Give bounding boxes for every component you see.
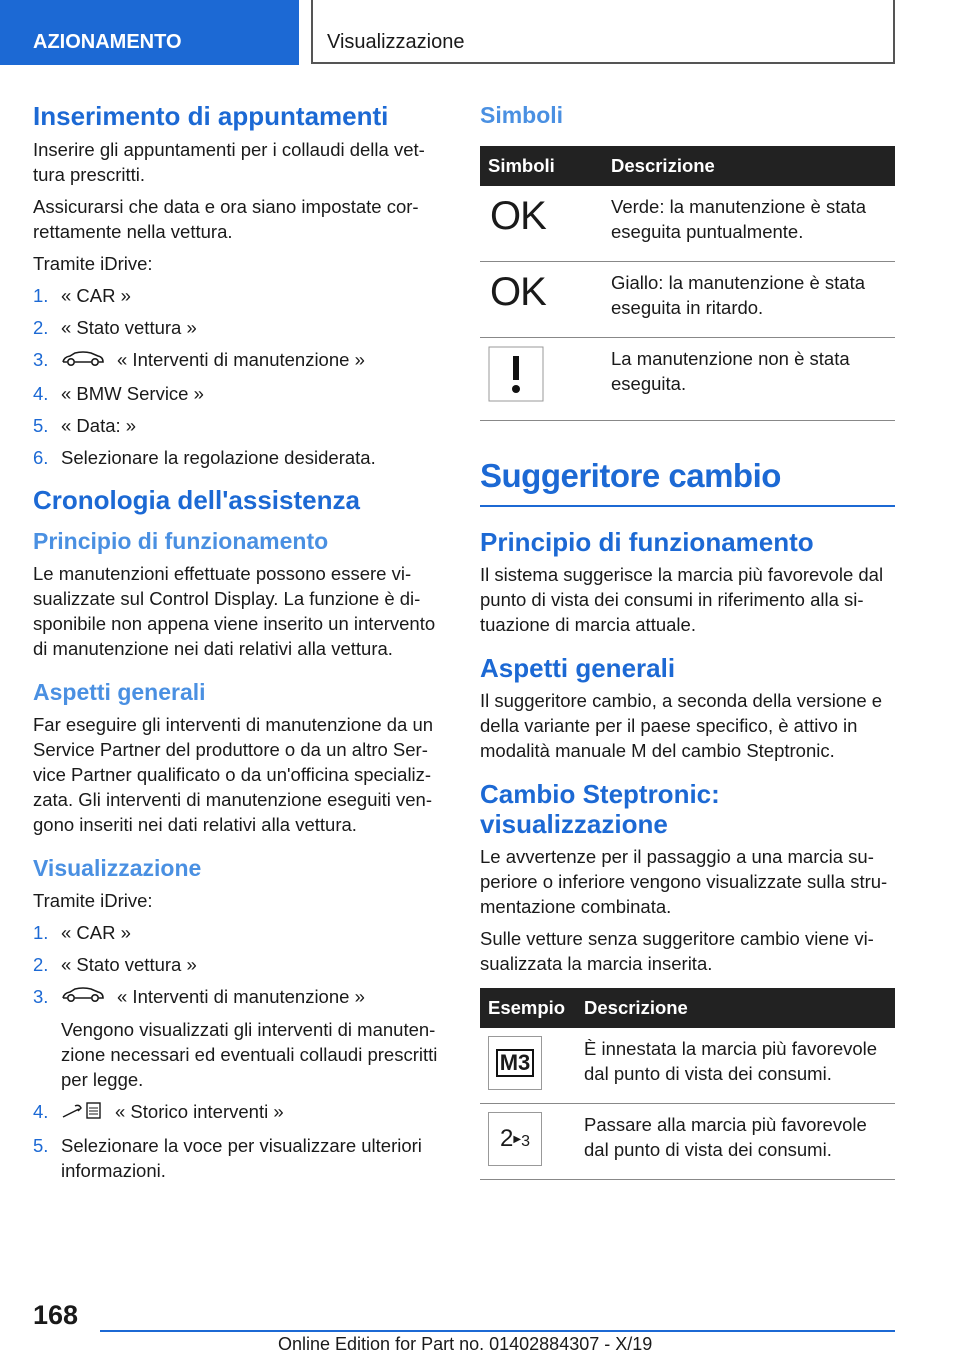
gear-shift-up-icon: 2 ▶ 3 <box>480 1104 576 1180</box>
table-header: Descrizione <box>576 988 895 1028</box>
list-item: 1. « CAR » <box>33 285 131 306</box>
heading-principio: Principio di funzionamento <box>480 527 814 557</box>
exclamation-icon <box>480 338 603 421</box>
list-item: 4. « Storico interventi » <box>33 1099 448 1126</box>
paragraph: Il suggeritore cambio, a seconda della versione e della variante per il paese specifico, è attivo in modalità manuale M del cambio Steptronic. <box>480 690 883 761</box>
heading-steptronic: Cambio Steptronic: visualizzazione <box>480 779 720 839</box>
section-title: Visualizzazione <box>311 0 895 64</box>
heading-principio: Principio di funzionamento <box>33 527 329 554</box>
paragraph: Tramite iDrive: <box>33 253 153 274</box>
steps-list-2 <box>33 920 448 1184</box>
heading-cronologia: Cronologia dell'assistenza <box>33 484 360 515</box>
right-column <box>480 100 895 1180</box>
table-header: Simboli <box>480 146 603 186</box>
table-header: Descrizione <box>603 146 895 186</box>
list-item: 2. « Stato vettura » <box>33 953 197 975</box>
list-item: 1. « CAR » <box>33 921 131 943</box>
table-row <box>480 1104 895 1180</box>
table-cell: Giallo: la manutenzione è stata eseguita in ritardo. <box>603 262 895 338</box>
table-row <box>480 1028 895 1104</box>
list-item-note: Vengono visualizzati gli interventi di manuten-zione necessari ed eventuali collaudi prescritti per legge. <box>61 1019 438 1091</box>
paragraph: Far eseguire gli interventi di manutenzione da un Service Partner del produttore o da un altro Ser-vice Partner qualificato o da un'officina specializ-zata. Gli interventi di manutenzione eseguiti ven-gono inseriti nei dati relativi alla vettura. <box>33 713 434 835</box>
table-cell: È innestata la marcia più favorevole dal punto di vista dei consumi. <box>576 1028 895 1104</box>
heading-aspetti: Aspetti generali <box>480 653 676 683</box>
symbols-table <box>480 146 895 421</box>
paragraph: Il sistema suggerisce la marcia più favorevole dal punto di vista dei consumi in riferimento alla si-tuazione di marcia attuale. <box>480 564 884 635</box>
service-history-icon <box>61 1100 103 1126</box>
list-item: 6. Selezionare la regolazione desiderata. <box>33 446 376 468</box>
list-item: 3. « Interventi di manutenzione » Vengono visualizzati gli interventi di manuten-zione necessari ed eventuali collaudi prescritti per legge. <box>33 984 448 1093</box>
ok-icon: OK <box>480 186 603 262</box>
paragraph: Sulle vetture senza suggeritore cambio viene vi-sualizzata la marcia inserita. <box>480 928 874 974</box>
examples-table <box>480 988 895 1180</box>
table-row <box>480 338 895 421</box>
heading-aspetti: Aspetti generali <box>33 678 206 705</box>
table-cell: Passare alla marcia più favorevole dal punto di vista dei consumi. <box>576 1104 895 1180</box>
paragraph: Inserire gli appuntamenti per i collaudi della vet-tura prescritti. <box>33 139 425 185</box>
table-cell: Verde: la manutenzione è stata eseguita puntualmente. <box>603 186 895 262</box>
page-number: 168 <box>33 1300 79 1330</box>
ok-icon: OK <box>480 262 603 338</box>
car-service-icon <box>61 349 105 374</box>
list-item: 2. « Stato vettura » <box>33 317 197 338</box>
edition-note: Online Edition for Part no. 01402884307 - X/19 <box>278 1334 653 1354</box>
footer-divider <box>100 1330 895 1332</box>
list-item: 5. « Data: » <box>33 414 137 436</box>
gear-m3-icon: M3 <box>480 1028 576 1104</box>
paragraph: Le manutenzioni effettuate possono essere vi-sualizzate sul Control Display. La funzione è di-sponibile non appena viene inserito un intervento di manutenzione nei dati relativi alla vettura. <box>33 562 436 659</box>
chapter-tab: AZIONAMENTO <box>0 0 299 65</box>
table-cell: La manutenzione non è stata eseguita. <box>603 338 895 421</box>
list-item: 3. « Interventi di manutenzione » <box>33 347 448 374</box>
table-row <box>480 262 895 338</box>
steps-list-1 <box>33 283 448 470</box>
heading-simboli: Simboli <box>480 102 564 128</box>
car-service-icon <box>61 985 105 1010</box>
table-header: Esempio <box>480 988 576 1028</box>
heading-visualizzazione: Visualizzazione <box>33 854 202 881</box>
paragraph: Le avvertenze per il passaggio a una marcia su-periore o inferiore vengono visualizzate sulla stru-mentazione combinata. <box>480 846 888 917</box>
paragraph: Tramite iDrive: <box>33 889 153 911</box>
left-column <box>33 100 448 1190</box>
heading-suggeritore: Suggeritore cambio <box>480 453 895 507</box>
paragraph: Assicurarsi che data e ora siano impostate cor-rettamente nella vettura. <box>33 196 419 242</box>
list-item: 5. Selezionare la voce per visualizzare ulteriori informazioni. <box>33 1135 422 1182</box>
table-row <box>480 186 895 262</box>
list-item: 4. « BMW Service » <box>33 382 204 404</box>
heading-appuntamenti: Inserimento di appuntamenti <box>33 101 389 131</box>
